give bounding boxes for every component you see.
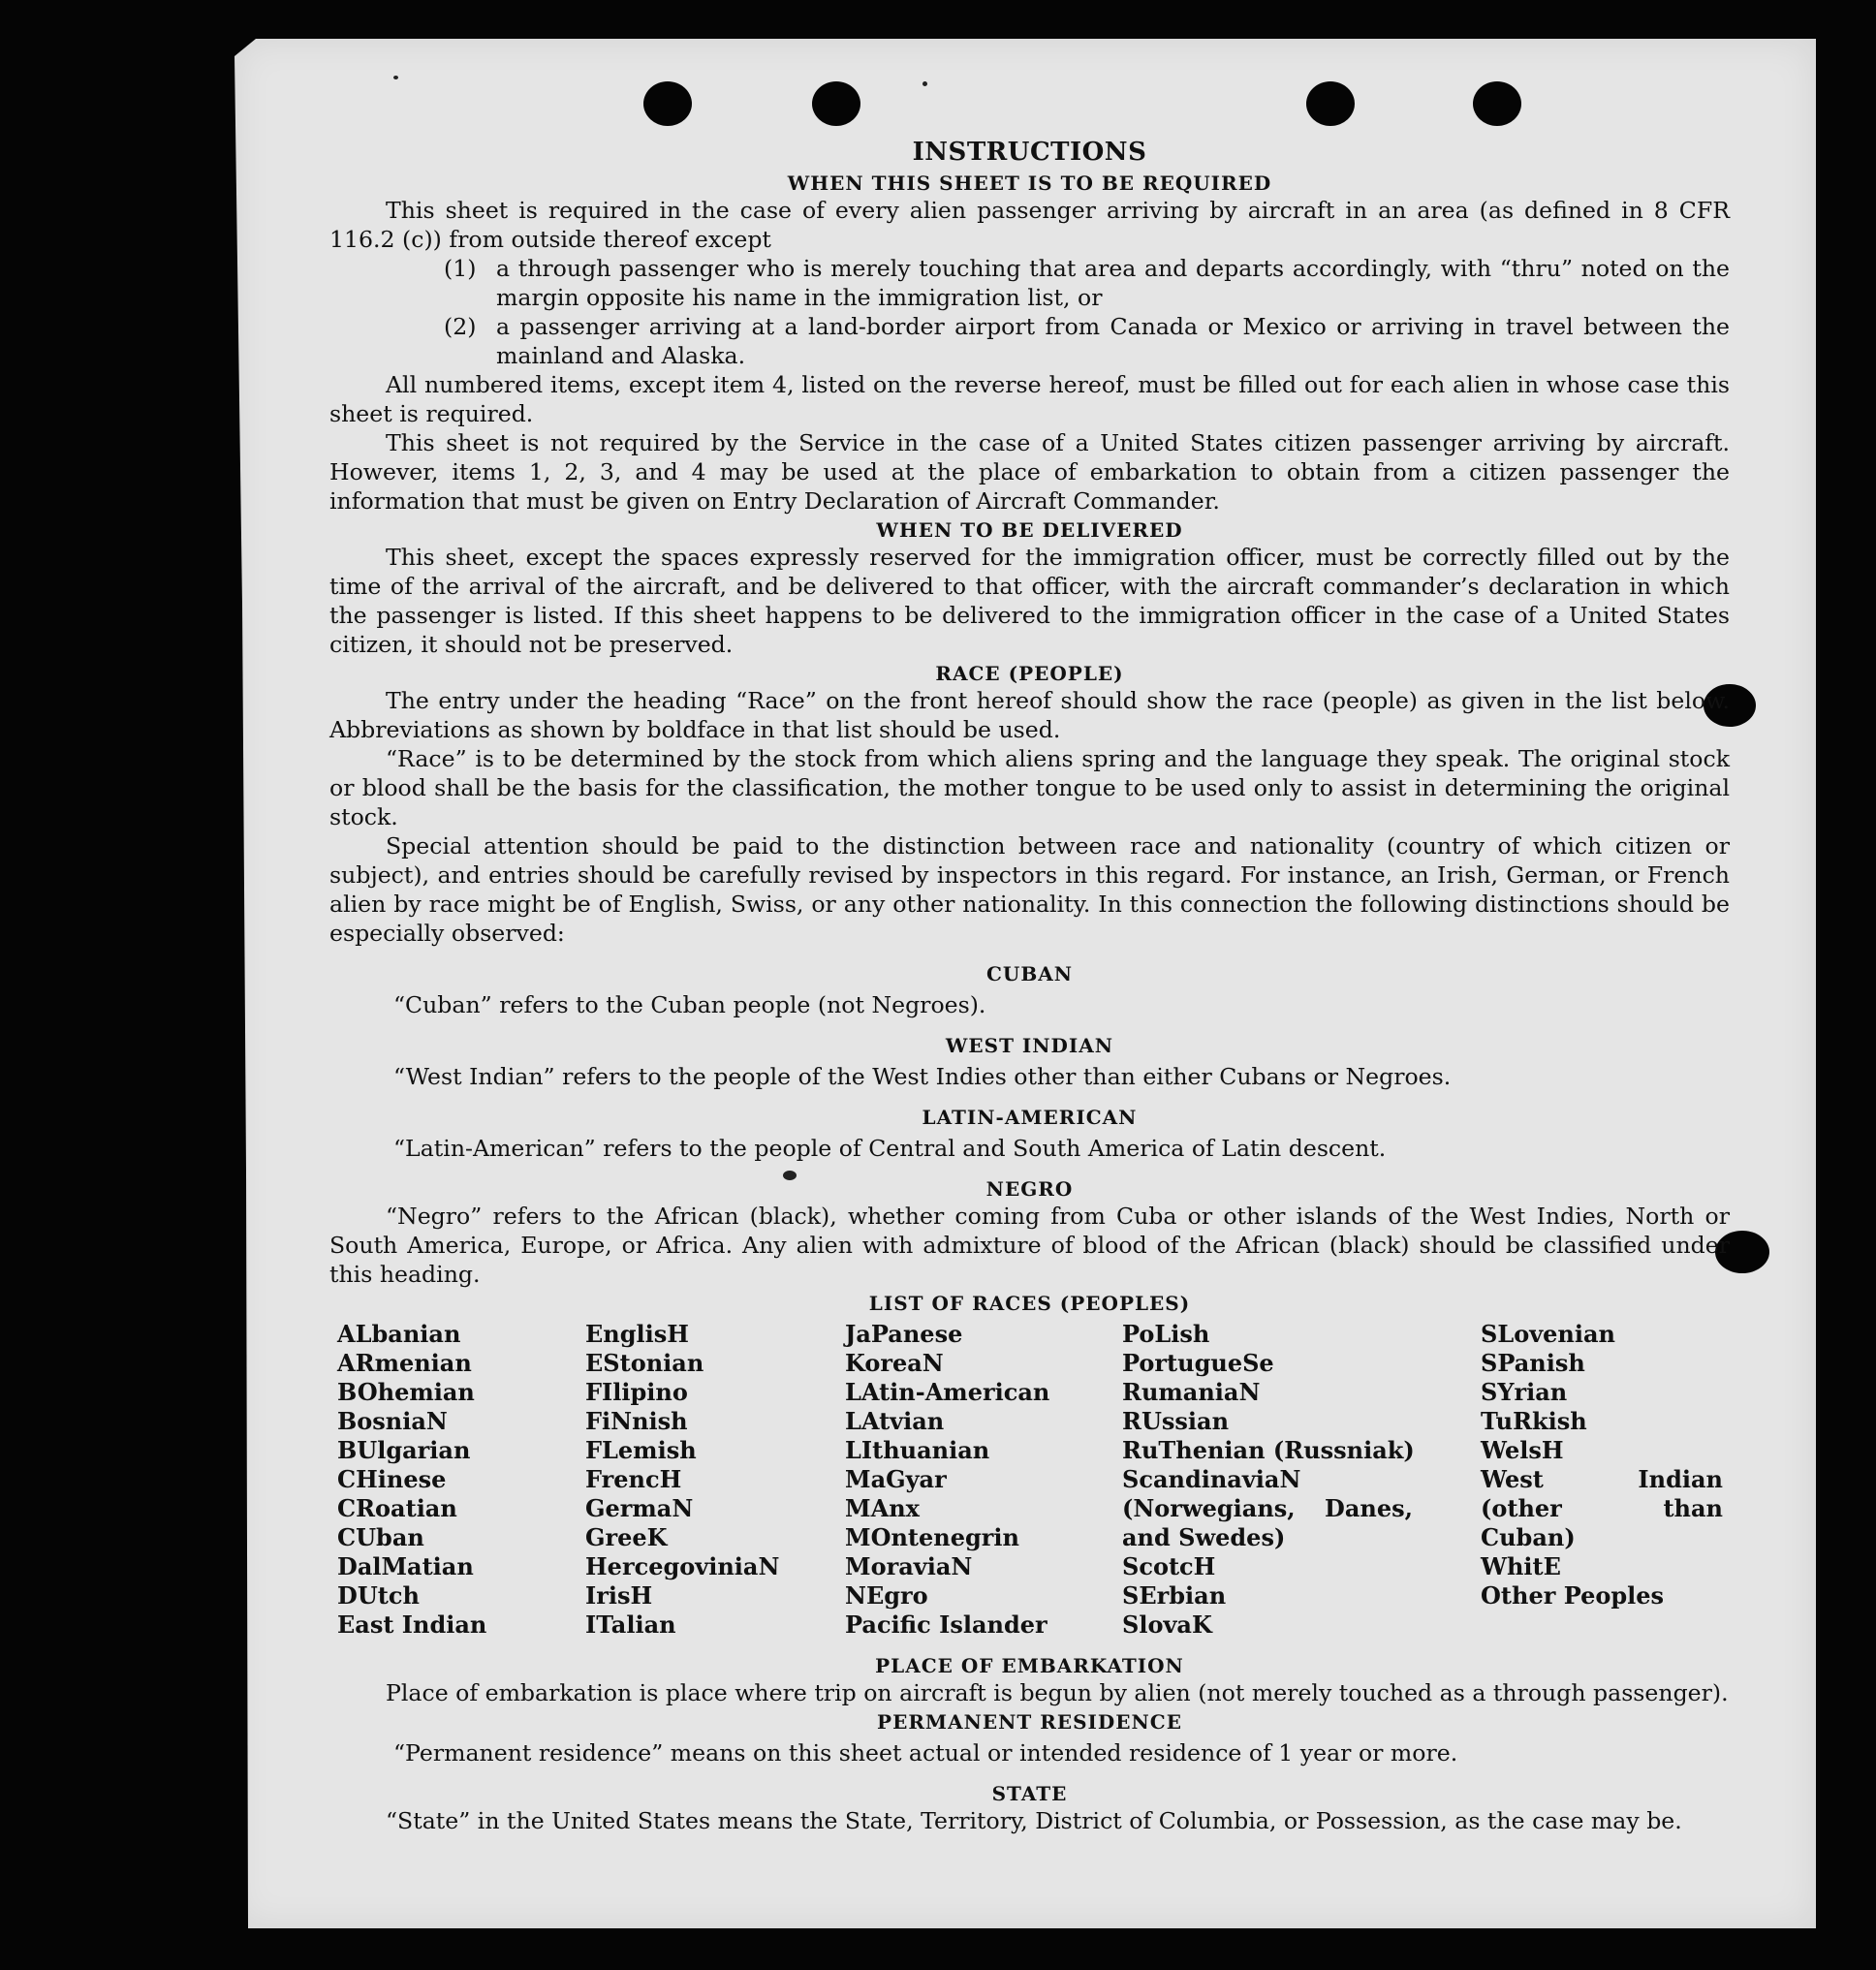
race-entry: MOntenegrin (845, 1523, 1019, 1551)
race-column-1 (337, 1320, 585, 1640)
paragraph: “Race” is to be determined by the stock from which aliens spring and the language they speak. The original stock or blood shall be the basis for the classification, the mother tongue to be used only to assist in determining the original stock. (329, 745, 1730, 830)
paragraph: This sheet is not required by the Service in the case of a United States citizen passenger arriving by aircraft. However, items 1, 2, 3, and 4 may be used at the place of embarkation to obtain from a citizen passenger the information that must be given on Entry Declaration of Aircraft Commander. (329, 429, 1730, 515)
race-entry: FiNnish (585, 1407, 688, 1435)
race-entry: FLemish (585, 1436, 697, 1464)
race-entry: SPanish (1481, 1349, 1585, 1377)
race-entry: IrisH (585, 1581, 653, 1610)
race-entry: RUssian (1122, 1407, 1230, 1435)
race-entry: MoraviaN (845, 1552, 973, 1580)
heading-when-required: WHEN THIS SHEET IS TO BE REQUIRED (787, 172, 1272, 195)
heading-place-of-embarkation: PLACE OF EMBARKATION (875, 1654, 1184, 1677)
race-entry: WelsH (1481, 1436, 1564, 1464)
race-entry: ALbanian (337, 1320, 461, 1348)
race-entry: RumaniaN (1122, 1378, 1261, 1406)
race-entry: FrencH (585, 1465, 682, 1493)
race-column-3 (845, 1320, 1122, 1640)
race-entry: EnglisH (585, 1320, 689, 1348)
definition: “West Indian” refers to the people of the West Indies other than either Cubans or Negroes. (393, 1063, 1452, 1090)
speck (922, 81, 927, 86)
race-list (337, 1320, 1730, 1640)
race-entry: CHinese (337, 1465, 447, 1493)
paragraph: Special attention should be paid to the distinction between race and nationality (country of which citizen or subject), and entries should be carefully revised by inspectors in this regard. For instance, an Irish, German, or French alien by race might be of English, Swiss, or any other nationality. In this connection the following distinctions should be especially observed: (329, 832, 1730, 947)
item-number: (2) (444, 313, 477, 340)
numbered-item (444, 312, 1730, 370)
numbered-item (444, 254, 1730, 312)
paragraph: The entry under the heading “Race” on the front hereof should show the race (people) as given in the list below. Abbreviations as shown by boldface in that list should be used. (329, 687, 1730, 743)
definition: Place of embarkation is place where trip on aircraft is begun by alien (not merely touched as a through passenger). (386, 1679, 1729, 1706)
race-entry: FIlipino (585, 1378, 688, 1406)
punch-hole-2 (812, 81, 860, 126)
race-entry: EStonian (585, 1349, 704, 1377)
race-entry: BUlgarian (337, 1436, 471, 1464)
race-entry: BOhemian (337, 1378, 475, 1406)
race-entry: HercegoviniaN (585, 1552, 780, 1580)
definition: “Negro” refers to the African (black), whether coming from Cuba or other islands of the West Indies, North or South America, Europe, or Africa. Any alien with admixture of blood of the African (black) should be classified under this heading. (329, 1203, 1730, 1288)
race-entry: Pacific Islander (845, 1610, 1047, 1639)
race-entry: KoreaN (845, 1349, 944, 1377)
heading-west-indian: WEST INDIAN (945, 1034, 1114, 1057)
race-entry: LAtvian (845, 1407, 945, 1435)
definition: “Permanent residence” means on this sheet actual or intended residence of 1 year or more. (393, 1739, 1458, 1767)
item-text: a through passenger who is merely touching that area and departs accordingly, with “thru” noted on the margin opposite his name in the immigration list, or (496, 255, 1730, 311)
race-entry: GermaN (585, 1494, 694, 1522)
heading-negro: NEGRO (985, 1177, 1074, 1201)
race-column-5 (1481, 1320, 1730, 1640)
speck (393, 76, 398, 79)
heading-list-of-races: LIST OF RACES (PEOPLES) (868, 1292, 1191, 1315)
race-entry: JaPanese (845, 1320, 963, 1348)
race-entry: Other Peoples (1481, 1581, 1665, 1610)
race-entry: ScandinaviaN (Norwegians, Danes, and Swedes) (1122, 1465, 1413, 1551)
race-entry: ITalian (585, 1610, 676, 1639)
race-entry: BosniaN (337, 1407, 448, 1435)
paragraph: This sheet, except the spaces expressly reserved for the immigration officer, must be correctly filled out by the time of the arrival of the aircraft, and be delivered to that officer, with the aircraft commander’s declaration in which the passenger is listed. If this sheet happens to be delivered to the immigration officer in the case of a United States citizen, it should not be preserved. (329, 544, 1730, 658)
race-entry: DUtch (337, 1581, 420, 1610)
punch-hole-4 (1473, 81, 1521, 126)
heading-cuban: CUBAN (985, 962, 1074, 985)
race-entry: MaGyar (845, 1465, 947, 1493)
punch-hole-1 (643, 81, 692, 126)
race-entry: SlovaK (1122, 1610, 1212, 1639)
race-entry: DalMatian (337, 1552, 474, 1580)
heading-permanent-residence: PERMANENT RESIDENCE (877, 1710, 1182, 1734)
item-text: a passenger arriving at a land-border airport from Canada or Mexico or arriving in travel between the mainland and Alaska. (496, 313, 1730, 369)
race-column-4 (1122, 1320, 1481, 1640)
race-entry: RuThenian (Russniak) (1122, 1436, 1415, 1464)
paragraph: All numbered items, except item 4, listed on the reverse hereof, must be filled out for each alien in whose case this sheet is required. (329, 371, 1730, 427)
race-entry: ARmenian (337, 1349, 472, 1377)
race-entry: SLovenian (1481, 1320, 1615, 1348)
race-entry: CRoatian (337, 1494, 457, 1522)
race-entry: West Indian (other than Cuban) (1481, 1465, 1723, 1551)
heading-state: STATE (991, 1782, 1068, 1805)
race-column-2 (585, 1320, 845, 1640)
paragraph: This sheet is required in the case of every alien passenger arriving by aircraft in an area (as defined in 8 CFR 116.2 (c)) from outside thereof except (329, 197, 1730, 253)
race-entry: LAtin-American (845, 1378, 1050, 1406)
heading-race: RACE (PEOPLE) (935, 662, 1124, 685)
heading-when-delivered: WHEN TO BE DELIVERED (876, 518, 1183, 542)
race-entry: PortugueSe (1122, 1349, 1274, 1377)
heading-latin-american: LATIN-AMERICAN (922, 1106, 1138, 1129)
race-entry: East Indian (337, 1610, 487, 1639)
page-title: INSTRUCTIONS (912, 138, 1147, 167)
race-entry: CUban (337, 1523, 424, 1551)
race-entry: SYrian (1481, 1378, 1568, 1406)
item-number: (1) (444, 255, 477, 282)
race-entry: MAnx (845, 1494, 920, 1522)
race-entry: SErbian (1122, 1581, 1227, 1610)
definition: “Cuban” refers to the Cuban people (not Negroes). (393, 991, 986, 1018)
instructions-text (329, 136, 1730, 1835)
race-entry: GreeK (585, 1523, 668, 1551)
race-entry: TuRkish (1481, 1407, 1587, 1435)
race-entry: LIthuanian (845, 1436, 990, 1464)
race-entry: WhitE (1481, 1552, 1561, 1580)
race-entry: ScotcH (1122, 1552, 1216, 1580)
definition: “Latin-American” refers to the people of Central and South America of Latin descent. (393, 1135, 1387, 1162)
race-entry: NEgro (845, 1581, 928, 1610)
race-entry: PoLish (1122, 1320, 1210, 1348)
punch-hole-3 (1306, 81, 1355, 126)
definition: “State” in the United States means the State, Territory, District of Columbia, or Possession, as the case may be. (386, 1807, 1682, 1834)
